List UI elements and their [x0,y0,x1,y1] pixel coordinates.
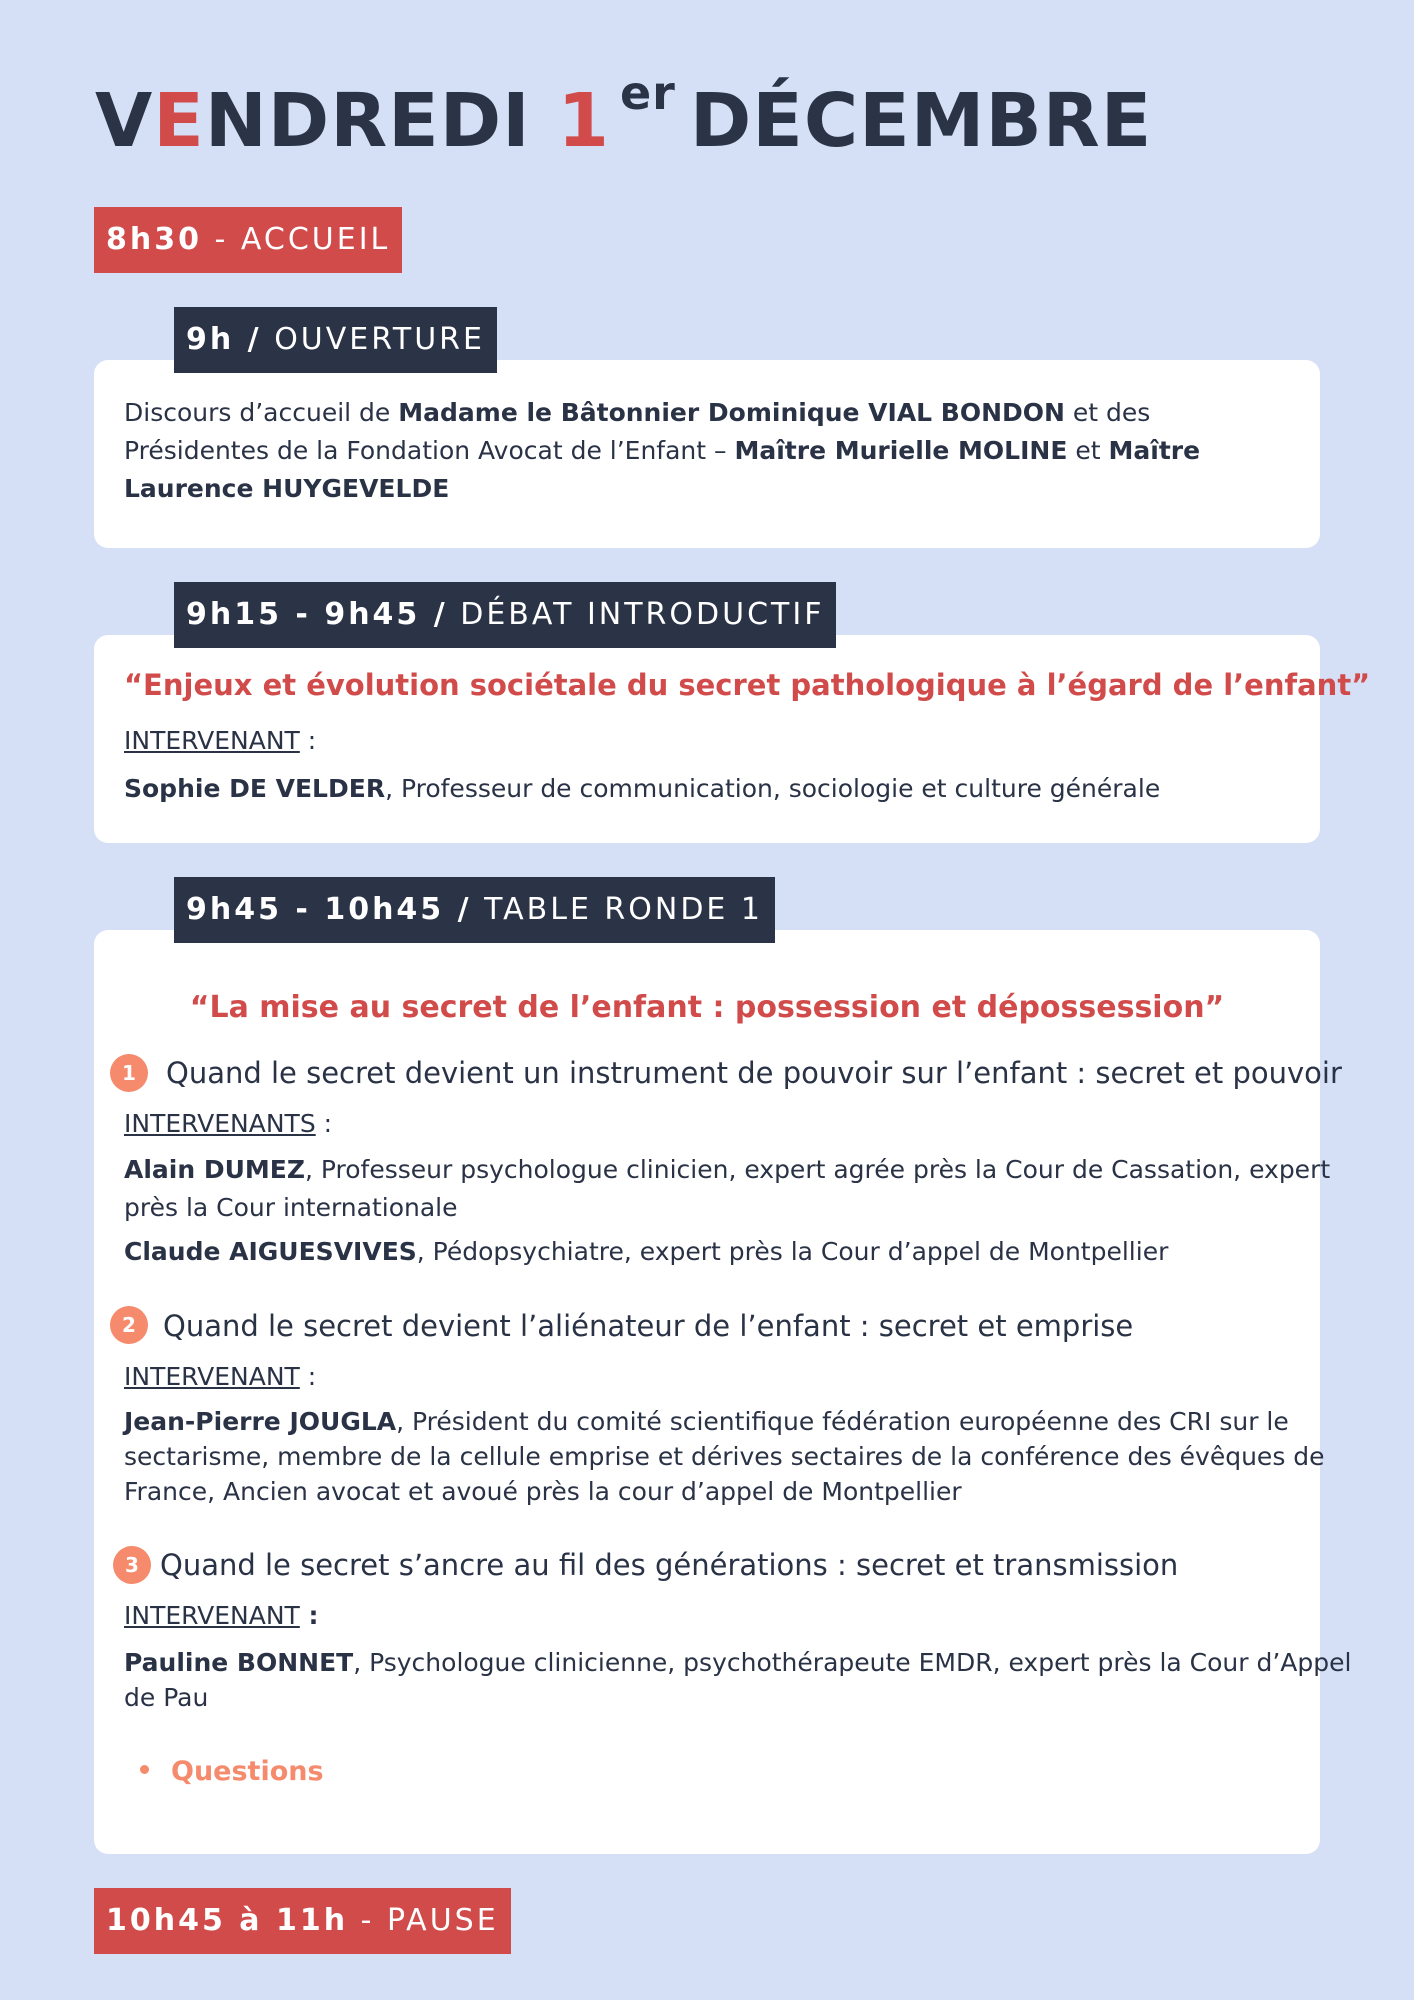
table-label: TABLE RONDE 1 [484,892,764,927]
debat-colon: : [299,726,317,755]
title-month: DÉCEMBRE [689,78,1153,164]
questions-label: Questions [171,1756,324,1787]
item-1-speaker-1-name: Alain DUMEZ [124,1155,305,1184]
title-v: V [95,78,154,164]
title-sup: er [619,66,676,120]
item-2-speaker-1-desc-a: , Président du comité scientifique fédération européenne des CRI sur le [396,1407,1289,1436]
item-3-speaker-1-desc-a: , Psychologue clinicienne, psychothérapeute EMDR, expert près la Cour d’Appel [353,1648,1352,1677]
debat-intervenant-label: INTERVENANT [124,726,300,755]
item-1-colon: : [315,1109,333,1138]
item-2-speaker-1-desc-b: sectarisme, membre de la cellule emprise et dérives sectaires de la conférence des évêques de [124,1442,1325,1471]
ouverture-time: 9h / [186,322,262,357]
item-1-speaker-1 [124,1151,1330,1227]
title-rest: NDREDI [204,78,531,164]
accueil-tag [94,207,402,273]
item-2-speaker-1-desc-c: France, Ancien avocat et avoué près la cour d’appel de Montpellier [124,1477,962,1506]
table-time: 9h45 - 10h45 / [186,892,472,927]
item-3-speaker-1-name: Pauline BONNET [124,1648,354,1677]
debat-speaker [124,770,1160,808]
ouverture-bold2: Maître Murielle MOLINE [734,436,1068,465]
item-1-intervenant [124,1105,332,1143]
item-1-speaker-2-name: Claude AIGUESVIVES [124,1237,417,1266]
ouverture-text2: et des [1064,398,1151,427]
debat-title: “Enjeux et évolution sociétale du secret pathologique à l’égard de l’enfant” [124,668,1371,702]
item-3-intervenant-label: INTERVENANT [124,1601,300,1630]
item-2-speaker-1-name: Jean-Pierre JOUGLA [124,1407,397,1436]
table-title: “La mise au secret de l’enfant : possession et dépossession” [189,990,1225,1025]
bullet-dot [140,1765,149,1774]
questions-item [140,1756,324,1787]
ouverture-text1: Discours d’accueil de [124,398,399,427]
debat-speaker-desc: , Professeur de communication, sociologie et culture générale [385,774,1161,803]
ouverture-text3: Présidentes de la Fondation Avocat de l’Enfant – [124,436,735,465]
item-2-title: Quand le secret devient l’aliénateur de l’enfant : secret et emprise [163,1309,1134,1343]
accueil-time: 8h30 [106,222,202,257]
item-3-speaker-1 [124,1645,1351,1715]
debat-time: 9h15 - 9h45 / [186,597,448,632]
item-2-number: 2 [110,1306,148,1344]
item-2-intervenant [124,1358,316,1396]
pause-tag [94,1888,511,1954]
title-e: E [153,78,205,164]
item-1-speaker-1-desc-a: , Professeur psychologue clinicien, expert agrée près la Cour de Cassation, expert [305,1155,1331,1184]
item-3-number: 3 [113,1546,151,1584]
pause-label: - PAUSE [360,1903,499,1938]
item-2-intervenant-label: INTERVENANT [124,1362,300,1391]
item-1-intervenant-label: INTERVENANTS [124,1109,316,1138]
ouverture-label: OUVERTURE [274,322,485,357]
page-title [95,66,1153,164]
ouverture-bold1: Madame le Bâtonnier Dominique VIAL BONDON [398,398,1065,427]
item-1-title: Quand le secret devient un instrument de pouvoir sur l’enfant : secret et pouvoir [166,1056,1342,1090]
item-1-number: 1 [110,1054,148,1092]
item-3-intervenant [124,1597,319,1635]
pause-time: 10h45 à 11h [106,1903,349,1938]
item-3-title: Quand le secret s’ancre au fil des générations : secret et transmission [160,1548,1179,1582]
debat-tag [174,582,836,648]
debat-speaker-name: Sophie DE VELDER [124,774,386,803]
item-1-speaker-2-desc: , Pédopsychiatre, expert près la Cour d’appel de Montpellier [416,1237,1169,1266]
ouverture-bold4: Laurence HUYGEVELDE [124,474,450,503]
title-day: 1 [557,78,610,164]
item-1-speaker-2 [124,1233,1168,1271]
debat-label: DÉBAT INTRODUCTIF [460,597,825,632]
item-2-speaker-1 [124,1404,1325,1509]
item-2-colon: : [299,1362,317,1391]
ouverture-text4: et [1067,436,1109,465]
ouverture-text [124,394,1200,508]
accueil-label: - ACCUEIL [214,222,391,257]
item-3-colon: : [299,1601,319,1630]
table-tag [174,877,775,943]
item-3-speaker-1-desc-b: de Pau [124,1683,209,1712]
item-1-speaker-1-desc-b: près la Cour internationale [124,1193,458,1222]
ouverture-bold3: Maître [1108,436,1201,465]
ouverture-tag [174,307,497,373]
debat-intervenant [124,722,316,760]
